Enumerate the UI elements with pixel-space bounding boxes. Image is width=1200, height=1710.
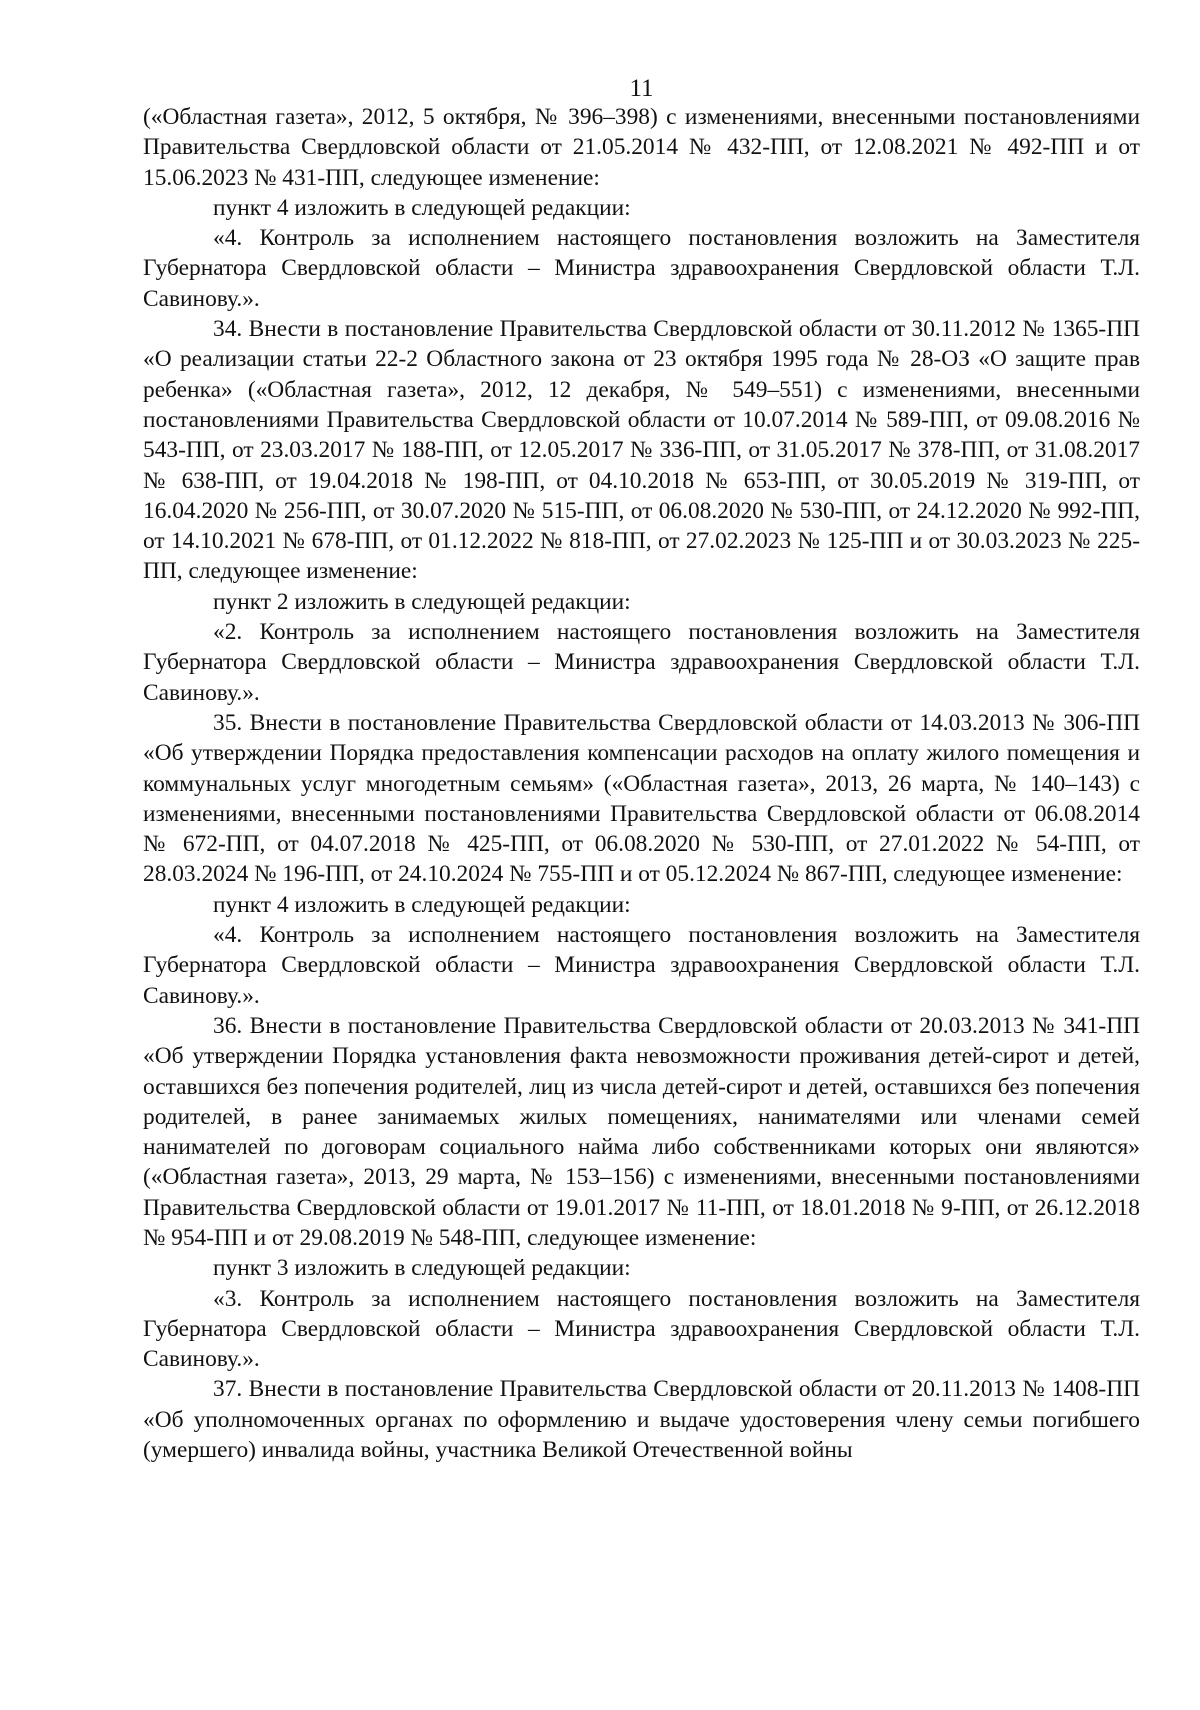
paragraph-item-36: 36. Внести в постановление Правительства Свердловской области от 20.03.2013 № 341-ПП «Об утверждении Порядка установления факта невозможности проживания детей-сирот и детей, оставшихся без попечения родителей, лиц из числа детей-сирот и детей, оставшихся без попечения родителей, в ранее занимаемых жилых помещениях, нанимателями или членами семей нанимателей по договорам социального найма либо собственниками которых они являются» («Областная газета», 2013, 29 марта, № 153–156) с изменениями, внесенными постановлениями Правительства Свердловской области от 19.01.2017 № 11-ПП, от 18.01.2018 № 9-ПП, от 26.12.2018 № 954-ПП и от 29.08.2019 № 548-ПП, следующее изменение: <box>143 1012 1140 1251</box>
paragraph-quoted-clause: «2. Контроль за исполнением настоящего постановления возложить на Заместителя Губернатора Свердловской области – Министра здравоохранения Свердловской области Т.Л. Савинову.». <box>143 619 1140 706</box>
paragraph-instruction: пункт 3 изложить в следующей редакции: <box>213 1255 631 1282</box>
paragraph-continuation: («Областная газета», 2012, 5 октября, № 396–398) с изменениями, внесенными постановлениями Правительства Свердловской области от 21.05.2014 № 432-ПП, от 12.08.2021 № 492-ПП и от 15.06.2023 № 431-ПП, следующее изменение: <box>143 104 1140 191</box>
document-body <box>143 102 1140 1465</box>
paragraph-item-34: 34. Внести в постановление Правительства Свердловской области от 30.11.2012 № 1365-ПП «О реализации статьи 22-2 Областного закона от 23 октября 1995 года № 28-ОЗ «О защите прав ребенка» («Областная газета», 2012, 12 декабря, № 549–551) с изменениями, внесенными постановлениями Правительства Свердловской области от 10.07.2014 № 589-ПП, от 09.08.2016 № 543-ПП, от 23.03.2017 № 188-ПП, от 12.05.2017 № 336-ПП, от 31.05.2017 № 378-ПП, от 31.08.2017 № 638-ПП, от 19.04.2018 № 198-ПП, от 04.10.2018 № 653-ПП, от 30.05.2019 № 319-ПП, от 16.04.2020 № 256-ПП, от 30.07.2020 № 515-ПП, от 06.08.2020 № 530-ПП, от 24.12.2020 № 992-ПП, от 14.10.2021 № 678-ПП, от 01.12.2022 № 818-ПП, от 27.02.2023 № 125-ПП и от 30.03.2023 № 225-ПП, следующее изменение: <box>143 316 1140 585</box>
paragraph-instruction: пункт 4 изложить в следующей редакции: <box>213 194 631 221</box>
page-number: 11 <box>629 75 654 102</box>
paragraph-quoted-clause: «3. Контроль за исполнением настоящего постановления возложить на Заместителя Губернатора Свердловской области – Министра здравоохранения Свердловской области Т.Л. Савинову.». <box>143 1285 1140 1373</box>
paragraph-quoted-clause: «4. Контроль за исполнением настоящего постановления возложить на Заместителя Губернатора Свердловской области – Министра здравоохранения Свердловской области Т.Л. Савинову.». <box>143 225 1140 312</box>
paragraph-instruction: пункт 4 изложить в следующей редакции: <box>213 891 631 918</box>
paragraph-item-37: 37. Внести в постановление Правительства Свердловской области от 20.11.2013 № 1408-ПП «Об уполномоченных органах по оформлению и выдаче удостоверения члену семьи погибшего (умершего) инвалида войны, участника Великой Отечественной войны <box>143 1376 1140 1464</box>
paragraph-item-35: 35. Внести в постановление Правительства Свердловской области от 14.03.2013 № 306-ПП «Об утверждении Порядка предоставления компенсации расходов на оплату жилого помещения и коммунальных услуг многодетным семьям» («Областная газета», 2013, 26 марта, № 140–143) с изменениями, внесенными постановлениями Правительства Свердловской области от 06.08.2014 № 672-ПП, от 04.07.2018 № 425-ПП, от 06.08.2020 № 530-ПП, от 27.01.2022 № 54-ПП, от 28.03.2024 № 196-ПП, от 24.10.2024 № 755-ПП и от 05.12.2024 № 867-ПП, следующее изменение: <box>143 709 1140 888</box>
paragraph-quoted-clause: «4. Контроль за исполнением настоящего постановления возложить на Заместителя Губернатора Свердловской области – Министра здравоохранения Свердловской области Т.Л. Савинову.». <box>143 922 1140 1009</box>
paragraph-instruction: пункт 2 изложить в следующей редакции: <box>213 588 631 615</box>
